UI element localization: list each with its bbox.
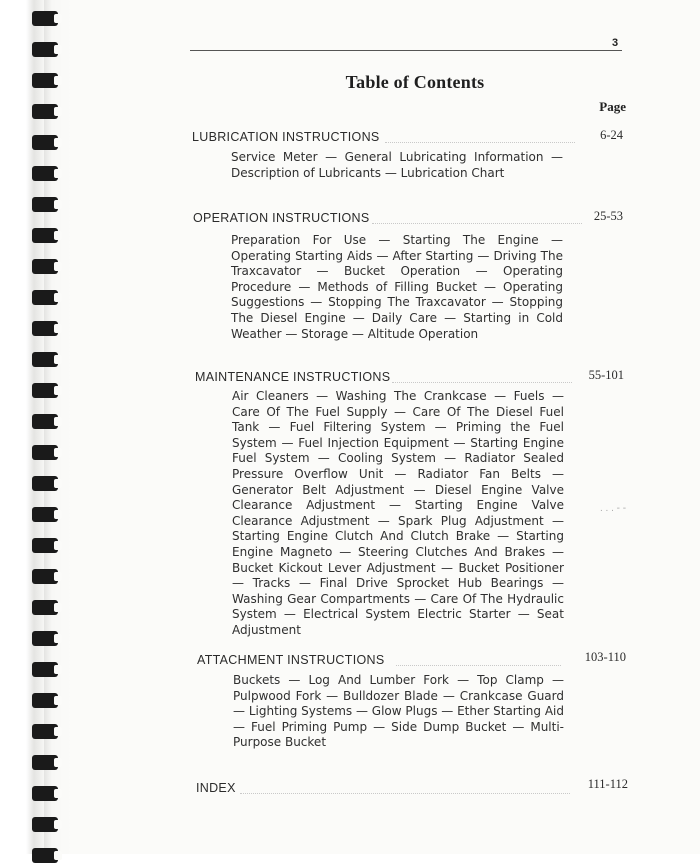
section-description-maintenance: Air Cleaners — Washing The Crankcase — Fuels — Care Of The Fuel Supply — Care Of The Diesel Fuel Tank — Fuel Filtering System — Priming the Fuel System — Fuel Injection Equipment — Starting Engine Fuel System — Cooling System — Radiator Sealed Pressure Overflow Unit — Radiator Fan Belts — Generator Belt Adjustment — Diesel Engine Valve Clearance Adjustment — Starting Engine Valve Clearance Adjustment — Spark Plug Adjustment — Starting Engine Clutch And Clutch Brake — Starting Engine Magneto — Steering Clutches And Brakes — Bucket Kickout Lever Adjustment — Bucket Positioner — Tracks — Final Drive Sprocket Hub Bearings — Washing Gear Compartments — Care Of The Hydraulic System — Electrical System Electric Starter — Seat Adjustment [232,389,564,637]
dot-leader [396,665,561,666]
section-description-lubrication: Service Meter — General Lubricating Information — Description of Lubricants — Lubrication Chart [231,150,563,180]
section-description-attachment: Buckets — Log And Lumber Fork — Top Clamp — Pulpwood Fork — Bulldozer Blade — Crankcase Guard — Lighting Systems — Glow Plugs — Ether Starting Aid — Fuel Priming Pump — Side Dump Bucket — Multi-Purpose Bucket [233,673,564,750]
binding-ring [30,444,62,461]
binding-ring [30,10,62,27]
section-heading-index: INDEX [196,781,236,795]
binding-ring [30,134,62,151]
page-range-maintenance: 55-101 [588,368,624,382]
dot-leader [392,382,572,383]
binding-ring [30,506,62,523]
binding-ring [30,413,62,430]
page-range-index: 111-112 [587,777,628,791]
binding-ring [30,537,62,554]
page-range-attachment: 103-110 [584,650,626,664]
binding-ring [30,692,62,709]
dot-leader [372,223,582,224]
binding-ring [30,41,62,58]
binding-ring [30,816,62,833]
binding-ring [30,289,62,306]
binding-ring [30,630,62,647]
binding-ring [30,723,62,740]
page-number: 3 [612,37,619,49]
binding-ring [30,320,62,337]
stray-print-marks: . . . - - [600,503,627,514]
section-heading-lubrication: LUBRICATION INSTRUCTIONS [192,130,380,144]
binding-ring [30,227,62,244]
section-heading-attachment: ATTACHMENT INSTRUCTIONS [197,653,385,667]
section-description-operation: Preparation For Use — Starting The Engine — Operating Starting Aids — After Starting — Driving The Traxcavator — Bucket Operation — Operating Procedure — Methods of Filling Bucket — Operating Suggestions — Stopping The Traxcavator — Stopping The Diesel Engine — Daily Care — Starting in Cold Weather — Storage — Altitude Operation [231,233,563,341]
binding-ring [30,351,62,368]
binding-ring [30,785,62,802]
binding-ring [30,847,62,864]
binding-ring [30,196,62,213]
binding-ring [30,258,62,275]
binding-ring [30,72,62,89]
binding-ring [30,103,62,120]
binding-ring [30,382,62,399]
section-heading-operation: OPERATION INSTRUCTIONS [193,211,370,225]
binding-ring [30,599,62,616]
dot-leader [240,793,570,794]
page-title: Table of Contents [345,72,485,92]
binding-ring [30,475,62,492]
binding-ring [30,754,62,771]
page-range-lubrication: 6-24 [600,128,623,142]
binding-ring [30,165,62,182]
header-rule [190,50,622,51]
dot-leader [385,142,575,143]
page-column-heading: Page [599,99,626,114]
section-heading-maintenance: MAINTENANCE INSTRUCTIONS [195,370,391,384]
binding-ring [30,661,62,678]
page-range-operation: 25-53 [593,209,623,223]
binding-ring [30,568,62,585]
